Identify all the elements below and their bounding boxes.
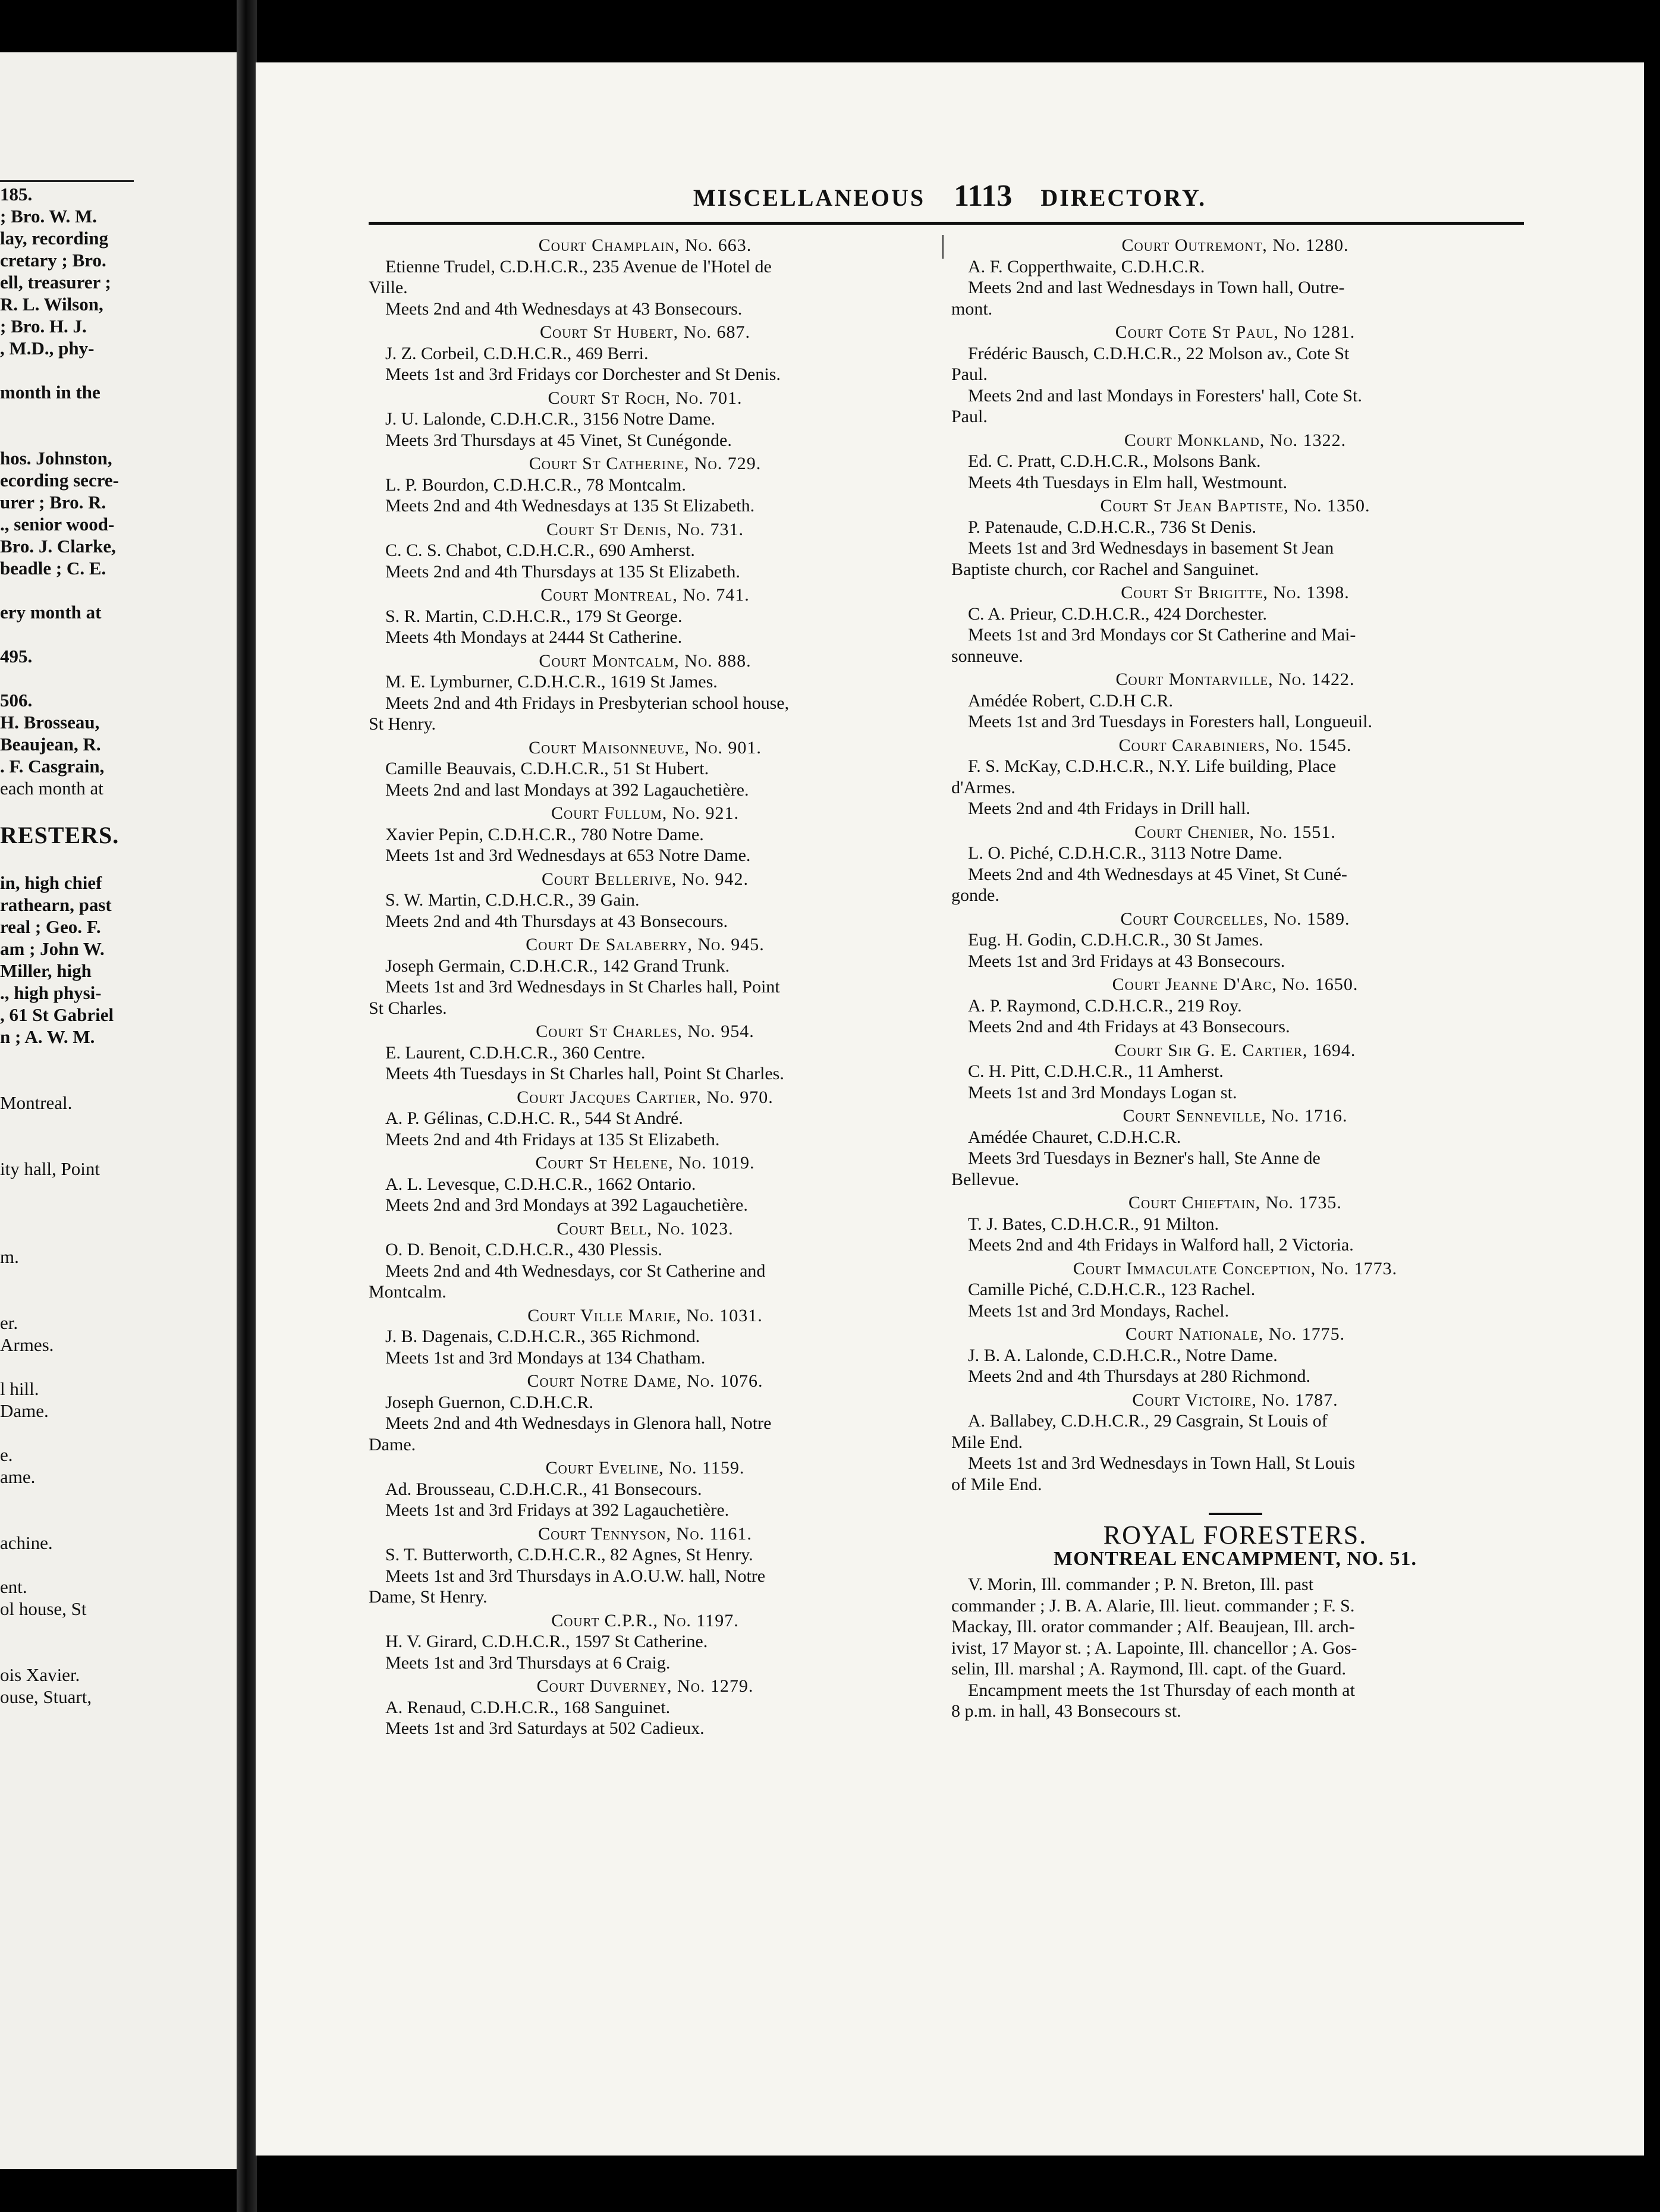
right-column-courts bbox=[951, 235, 1519, 1495]
chief-ranger: Ad. Brousseau, C.D.H.C.R., 41 Bonsecours. bbox=[385, 1479, 702, 1499]
left-fragment-line: H. Brosseau, bbox=[0, 712, 100, 733]
left-fragment-line: m. bbox=[0, 1246, 19, 1267]
left-fragment-line: 185. bbox=[0, 184, 33, 205]
court-entry bbox=[369, 1021, 922, 1085]
meeting-info: Meets 4th Mondays at 2444 St Catherine. bbox=[385, 627, 683, 647]
chief-ranger: Amédée Robert, C.D.H C.R. bbox=[968, 690, 1173, 711]
meeting-info: Meets 2nd and 3rd Mondays at 392 Lagauchetière. bbox=[385, 1195, 748, 1215]
court-entry bbox=[951, 1258, 1519, 1322]
meeting-info: Meets 2nd and 4th Thursdays at 135 St Elizabeth. bbox=[385, 561, 740, 582]
left-fragment-line: urer ; Bro. R. bbox=[0, 492, 106, 513]
encampment-text bbox=[951, 1574, 1519, 1722]
line-continuation: St Henry. bbox=[369, 714, 436, 734]
court-name: Court C.P.R., No. 1197. bbox=[551, 1610, 739, 1630]
encampment-line: V. Morin, Ill. commander ; P. N. Breton, Ill. past bbox=[968, 1575, 1314, 1594]
left-fragment-line bbox=[0, 850, 143, 872]
left-fragment-line: rathearn, past bbox=[0, 894, 112, 915]
directory-page bbox=[256, 62, 1644, 2156]
chief-ranger: Joseph Guernon, C.D.H.C.R. bbox=[385, 1392, 593, 1412]
court-name: Court Bellerive, No. 942. bbox=[541, 869, 749, 889]
chief-ranger: Camille Beauvais, C.D.H.C.R., 51 St Hubert. bbox=[385, 759, 709, 778]
left-fragment-line bbox=[0, 1642, 143, 1664]
line-continuation: Dame. bbox=[369, 1434, 416, 1454]
chief-ranger: A. F. Copperthwaite, C.D.H.C.R. bbox=[968, 256, 1205, 276]
court-name: Court Nationale, No. 1775. bbox=[1125, 1324, 1345, 1344]
court-entry bbox=[951, 1390, 1519, 1495]
chief-ranger: A. P. Gélinas, C.D.H.C. R., 544 St André. bbox=[385, 1108, 683, 1128]
left-fragment-line bbox=[0, 1422, 143, 1444]
section-divider bbox=[1209, 1513, 1262, 1515]
court-name: Court St Roch, No. 701. bbox=[548, 388, 743, 408]
court-entry bbox=[369, 1371, 922, 1455]
line-continuation: Mile End. bbox=[951, 1432, 1023, 1452]
column-divider bbox=[942, 235, 944, 259]
left-fragment-line: ois Xavier. bbox=[0, 1664, 80, 1685]
chief-ranger: P. Patenaude, C.D.H.C.R., 736 St Denis. bbox=[968, 517, 1257, 537]
encampment-line: 8 p.m. in hall, 43 Bonsecours st. bbox=[951, 1701, 1181, 1721]
left-fragment-line: real ; Geo. F. bbox=[0, 916, 101, 937]
left-fragment-line: ; Bro. H. J. bbox=[0, 316, 87, 337]
court-entry bbox=[369, 1610, 922, 1674]
court-name: Court Courcelles, No. 1589. bbox=[1120, 909, 1350, 929]
left-fragment-line bbox=[0, 1356, 143, 1378]
encampment-line: Encampment meets the 1st Thursday of each month at bbox=[968, 1680, 1355, 1700]
left-fragment-line: . F. Casgrain, bbox=[0, 756, 105, 777]
left-fragment-line: beadle ; C. E. bbox=[0, 558, 106, 579]
book-spine bbox=[237, 0, 257, 2212]
meeting-info: Meets 2nd and 4th Fridays in Presbyterian school house, bbox=[385, 693, 790, 713]
chief-ranger: C. C. S. Chabot, C.D.H.C.R., 690 Amherst. bbox=[385, 541, 695, 560]
chief-ranger: Frédéric Bausch, C.D.H.C.R., 22 Molson av., Cote St bbox=[968, 343, 1350, 363]
left-fragment-line: ol house, St bbox=[0, 1598, 87, 1619]
encampment-line: commander ; J. B. A. Alarie, Ill. lieut. commander ; F. S. bbox=[951, 1595, 1355, 1616]
court-entry bbox=[951, 909, 1519, 972]
chief-ranger: A. P. Raymond, C.D.H.C.R., 219 Roy. bbox=[968, 995, 1242, 1016]
chief-ranger: T. J. Bates, C.D.H.C.R., 91 Milton. bbox=[968, 1214, 1219, 1234]
page-number: 1113 bbox=[954, 179, 1013, 213]
line-continuation: Ville. bbox=[369, 278, 408, 297]
line-continuation: Paul. bbox=[951, 407, 988, 426]
court-name: Court Tennyson, No. 1161. bbox=[538, 1523, 752, 1544]
court-entry bbox=[369, 453, 922, 517]
court-entry bbox=[951, 235, 1519, 319]
left-column bbox=[369, 235, 922, 1742]
court-entry bbox=[369, 585, 922, 648]
line-continuation: Montcalm. bbox=[369, 1282, 447, 1302]
left-fragment-line: ecording secre- bbox=[0, 470, 119, 491]
meeting-info: Meets 1st and 3rd Saturdays at 502 Cadieux. bbox=[385, 1718, 705, 1738]
court-name: Court Montcalm, No. 888. bbox=[539, 651, 752, 671]
line-continuation: Baptiste church, cor Rachel and Sanguinet. bbox=[951, 559, 1259, 579]
royal-foresters-section bbox=[951, 1513, 1519, 1722]
left-fragment-line bbox=[0, 1136, 143, 1158]
left-fragment-line: Miller, high bbox=[0, 960, 92, 981]
court-entry bbox=[951, 1040, 1519, 1104]
meeting-info: Meets 2nd and 4th Thursdays at 43 Bonsecours. bbox=[385, 911, 728, 931]
meeting-info: Meets 2nd and 4th Fridays at 135 St Elizabeth. bbox=[385, 1129, 720, 1149]
meeting-info: Meets 1st and 3rd Wednesdays at 653 Notre Dame. bbox=[385, 846, 751, 865]
left-fragment-line: in, high chief bbox=[0, 872, 102, 893]
chief-ranger: J. B. Dagenais, C.D.H.C.R., 365 Richmond. bbox=[385, 1327, 700, 1346]
royal-foresters-title: ROYAL FORESTERS. bbox=[1103, 1520, 1367, 1550]
court-name: Court Maisonneuve, No. 901. bbox=[529, 737, 762, 758]
left-fragment-line bbox=[0, 579, 143, 601]
court-name: Court Cote St Paul, No 1281. bbox=[1115, 322, 1356, 342]
page-header bbox=[256, 178, 1644, 213]
left-fragment-line: ame. bbox=[0, 1466, 36, 1487]
meeting-info: Meets 1st and 3rd Mondays at 134 Chatham. bbox=[385, 1347, 706, 1368]
left-fragment-line: ; Bro. W. M. bbox=[0, 206, 98, 227]
chief-ranger: Etienne Trudel, C.D.H.C.R., 235 Avenue de l'Hotel de bbox=[385, 256, 772, 276]
left-fragment-line: ., high physi- bbox=[0, 982, 102, 1003]
left-fragment-line bbox=[0, 1510, 143, 1532]
chief-ranger: E. Laurent, C.D.H.C.R., 360 Centre. bbox=[385, 1042, 646, 1063]
line-continuation: Paul. bbox=[951, 365, 988, 384]
court-entry bbox=[951, 1324, 1519, 1387]
meeting-info: Meets 1st and 3rd Fridays at 43 Bonsecours. bbox=[968, 951, 1285, 971]
chief-ranger: M. E. Lymburner, C.D.H.C.R., 1619 St James. bbox=[385, 672, 718, 692]
court-entry bbox=[369, 235, 922, 319]
encampment-line: ivist, 17 Mayor st. ; A. Lapointe, Ill. chancellor ; A. Gos- bbox=[951, 1638, 1357, 1658]
court-name: Court De Salaberry, No. 945. bbox=[526, 935, 765, 954]
left-fragment-line bbox=[0, 1202, 143, 1224]
left-fragment-line bbox=[0, 623, 143, 645]
line-continuation: sonneuve. bbox=[951, 646, 1023, 666]
left-fragment-line: l hill. bbox=[0, 1378, 39, 1399]
meeting-info: Meets 2nd and 4th Thursdays at 280 Richmond. bbox=[968, 1366, 1311, 1386]
meeting-info: Meets 1st and 3rd Thursdays at 6 Craig. bbox=[385, 1652, 671, 1673]
left-fragment-line bbox=[0, 1180, 143, 1202]
chief-ranger: O. D. Benoit, C.D.H.C.R., 430 Plessis. bbox=[385, 1240, 662, 1259]
chief-ranger: L. O. Piché, C.D.H.C.R., 3113 Notre Dame. bbox=[968, 843, 1282, 863]
left-fragment-line: e. bbox=[0, 1444, 13, 1465]
left-fragment-line: lay, recording bbox=[0, 228, 108, 249]
header-rule bbox=[369, 222, 1524, 225]
chief-ranger: F. S. McKay, C.D.H.C.R., N.Y. Life building, Place bbox=[968, 756, 1337, 776]
court-name: Court Notre Dame, No. 1076. bbox=[527, 1371, 763, 1391]
line-continuation: Bellevue. bbox=[951, 1169, 1020, 1189]
left-fragment-line bbox=[0, 403, 143, 425]
chief-ranger: S. W. Martin, C.D.H.C.R., 39 Gain. bbox=[385, 890, 640, 910]
meeting-info: Meets 3rd Tuesdays in Bezner's hall, Ste Anne de bbox=[968, 1148, 1321, 1168]
meeting-info: Meets 2nd and last Mondays at 392 Lagauchetière. bbox=[385, 780, 749, 800]
left-fragment-line: , M.D., phy- bbox=[0, 338, 95, 359]
left-page-rule bbox=[0, 180, 134, 182]
left-fragment-line: ell, treasurer ; bbox=[0, 272, 111, 293]
court-name: Court St Helene, No. 1019. bbox=[535, 1153, 755, 1173]
meeting-info: Meets 2nd and 4th Fridays in Drill hall. bbox=[968, 799, 1250, 818]
left-fragment-line: R. L. Wilson, bbox=[0, 294, 103, 315]
line-continuation: gonde. bbox=[951, 885, 999, 905]
left-page-fragment bbox=[0, 52, 245, 2169]
left-fragment-line: 495. bbox=[0, 646, 33, 667]
left-fragment-line: ity hall, Point bbox=[0, 1158, 100, 1179]
court-name: Court Ville Marie, No. 1031. bbox=[527, 1305, 763, 1325]
court-entry bbox=[369, 803, 922, 866]
court-name: Court St Charles, No. 954. bbox=[536, 1022, 754, 1041]
court-entry bbox=[951, 974, 1519, 1038]
line-continuation: St Charles. bbox=[369, 998, 447, 1018]
meeting-info: Meets 2nd and last Wednesdays in Town hall, Outre- bbox=[968, 278, 1345, 297]
court-entry bbox=[369, 1457, 922, 1521]
court-entry bbox=[369, 737, 922, 801]
left-fragment-line: ouse, Stuart, bbox=[0, 1686, 92, 1707]
court-name: Court Monkland, No. 1322. bbox=[1124, 430, 1347, 450]
meeting-info: Meets 4th Tuesdays in Elm hall, Westmount. bbox=[968, 472, 1288, 492]
court-entry bbox=[369, 1087, 922, 1151]
left-fragment-line bbox=[0, 1554, 143, 1576]
court-name: Court Sir G. E. Cartier, 1694. bbox=[1114, 1040, 1356, 1060]
meeting-info: Meets 2nd and last Mondays in Foresters' hall, Cote St. bbox=[968, 385, 1362, 406]
chief-ranger: S. R. Martin, C.D.H.C.R., 179 St George. bbox=[385, 606, 683, 626]
meeting-info: Meets 2nd and 4th Wednesdays at 45 Vinet, St Cuné- bbox=[968, 864, 1347, 884]
court-name: Court Bell, No. 1023. bbox=[557, 1218, 734, 1239]
chief-ranger: Camille Piché, C.D.H.C.R., 123 Rachel. bbox=[968, 1280, 1256, 1299]
meeting-info: Meets 1st and 3rd Wednesdays in St Charles hall, Point bbox=[385, 977, 780, 997]
chief-ranger: A. Ballabey, C.D.H.C.R., 29 Casgrain, St Louis of bbox=[968, 1411, 1328, 1431]
court-name: Court Jacques Cartier, No. 970. bbox=[517, 1087, 774, 1107]
header-section-title: MISCELLANEOUS bbox=[693, 184, 926, 211]
court-entry bbox=[369, 388, 922, 451]
encampment-line: selin, Ill. marshal ; A. Raymond, Ill. capt. of the Guard. bbox=[951, 1659, 1347, 1679]
left-fragment-line: Armes. bbox=[0, 1334, 54, 1355]
left-page-text bbox=[0, 183, 143, 1708]
header-directory-title: DIRECTORY. bbox=[1040, 184, 1207, 211]
left-fragment-line: Beaujean, R. bbox=[0, 734, 101, 755]
left-fragment-line bbox=[0, 667, 143, 689]
left-fragment-line bbox=[0, 425, 143, 447]
chief-ranger: Eug. H. Godin, C.D.H.C.R., 30 St James. bbox=[968, 930, 1263, 950]
court-name: Court Fullum, No. 921. bbox=[551, 803, 740, 823]
chief-ranger: J. Z. Corbeil, C.D.H.C.R., 469 Berri. bbox=[385, 343, 649, 363]
left-fragment-line: n ; A. W. M. bbox=[0, 1026, 95, 1047]
left-fragment-line bbox=[0, 1224, 143, 1246]
chief-ranger: A. L. Levesque, C.D.H.C.R., 1662 Ontario. bbox=[385, 1174, 696, 1194]
left-fragment-line bbox=[0, 799, 143, 821]
court-name: Court Jeanne D'Arc, No. 1650. bbox=[1112, 975, 1359, 994]
court-entry bbox=[369, 322, 922, 385]
left-fragment-line: am ; John W. bbox=[0, 938, 105, 959]
meeting-info: Meets 2nd and 4th Wednesdays at 43 Bonsecours. bbox=[385, 299, 743, 319]
meeting-info: Meets 2nd and 4th Wednesdays, cor St Catherine and bbox=[385, 1261, 766, 1281]
court-entry bbox=[369, 869, 922, 932]
court-entry bbox=[951, 322, 1519, 428]
court-entry bbox=[369, 934, 922, 1019]
left-fragment-line: , 61 St Gabriel bbox=[0, 1004, 114, 1025]
meeting-info: Meets 1st and 3rd Tuesdays in Foresters hall, Longueuil. bbox=[968, 712, 1372, 731]
encampment-subtitle: MONTREAL ENCAMPMENT, NO. 51. bbox=[1053, 1547, 1417, 1570]
right-column bbox=[951, 235, 1519, 1722]
meeting-info: Meets 1st and 3rd Mondays Logan st. bbox=[968, 1082, 1237, 1102]
chief-ranger: J. U. Lalonde, C.D.H.C.R., 3156 Notre Dame. bbox=[385, 409, 715, 429]
left-fragment-line: RESTERS. bbox=[0, 822, 120, 849]
left-fragment-line: each month at bbox=[0, 778, 103, 799]
meeting-info: Meets 2nd and 4th Fridays in Walford hall, 2 Victoria. bbox=[968, 1235, 1354, 1255]
left-fragment-line: achine. bbox=[0, 1532, 53, 1553]
line-continuation: of Mile End. bbox=[951, 1474, 1042, 1494]
court-entry bbox=[951, 735, 1519, 819]
court-name: Court Immaculate Conception, No. 1773. bbox=[1073, 1258, 1398, 1278]
left-fragment-line bbox=[0, 1488, 143, 1510]
encampment-line: Mackay, Ill. orator commander ; Alf. Beaujean, Ill. arch- bbox=[951, 1617, 1355, 1636]
left-fragment-line: Bro. J. Clarke, bbox=[0, 536, 116, 557]
left-fragment-line: hos. Johnston, bbox=[0, 448, 112, 469]
left-fragment-line: 506. bbox=[0, 690, 33, 711]
court-entry bbox=[951, 1105, 1519, 1190]
left-fragment-line bbox=[0, 359, 143, 381]
meeting-info: Meets 2nd and 4th Wednesdays in Glenora hall, Notre bbox=[385, 1413, 772, 1433]
court-name: Court Montreal, No. 741. bbox=[540, 585, 750, 605]
court-name: Court St Hubert, No. 687. bbox=[540, 322, 750, 342]
court-name: Court Outremont, No. 1280. bbox=[1121, 235, 1349, 255]
court-entry bbox=[369, 1676, 922, 1739]
meeting-info: Meets 1st and 3rd Mondays cor St Catherine and Mai- bbox=[968, 625, 1356, 645]
line-continuation: d'Armes. bbox=[951, 777, 1016, 797]
court-name: Court Champlain, No. 663. bbox=[538, 235, 752, 255]
left-fragment-line bbox=[0, 1048, 143, 1070]
left-fragment-line bbox=[0, 1620, 143, 1642]
chief-ranger: A. Renaud, C.D.H.C.R., 168 Sanguinet. bbox=[385, 1697, 671, 1717]
chief-ranger: H. V. Girard, C.D.H.C.R., 1597 St Catherine. bbox=[385, 1632, 708, 1651]
left-fragment-line bbox=[0, 1114, 143, 1136]
line-continuation: mont. bbox=[951, 299, 993, 319]
court-name: Court Chenier, No. 1551. bbox=[1134, 822, 1336, 842]
meeting-info: Meets 1st and 3rd Fridays at 392 Lagauchetière. bbox=[385, 1500, 730, 1520]
meeting-info: Meets 3rd Thursdays at 45 Vinet, St Cunégonde. bbox=[385, 430, 732, 450]
chief-ranger: S. T. Butterworth, C.D.H.C.R., 82 Agnes, St Henry. bbox=[385, 1545, 753, 1564]
meeting-info: Meets 2nd and 4th Fridays at 43 Bonsecours. bbox=[968, 1017, 1290, 1036]
left-fragment-line: month in the bbox=[0, 382, 100, 403]
left-fragment-line: ent. bbox=[0, 1576, 27, 1597]
court-name: Court Senneville, No. 1716. bbox=[1123, 1106, 1348, 1126]
left-fragment-line bbox=[0, 1268, 143, 1290]
court-name: Court St Denis, No. 731. bbox=[546, 519, 744, 539]
court-entry bbox=[369, 1305, 922, 1369]
meeting-info: Meets 2nd and 4th Wednesdays at 135 St Elizabeth. bbox=[385, 496, 755, 516]
chief-ranger: Joseph Germain, C.D.H.C.R., 142 Grand Trunk. bbox=[385, 956, 730, 976]
left-fragment-line: ., senior wood- bbox=[0, 514, 115, 535]
court-name: Court Montarville, No. 1422. bbox=[1115, 670, 1355, 689]
meeting-info: Meets 1st and 3rd Mondays, Rachel. bbox=[968, 1300, 1230, 1321]
court-entry bbox=[369, 1152, 922, 1216]
chief-ranger: Xavier Pepin, C.D.H.C.R., 780 Notre Dame. bbox=[385, 824, 704, 844]
left-fragment-line: Dame. bbox=[0, 1400, 49, 1421]
left-fragment-line: ery month at bbox=[0, 602, 102, 623]
meeting-info: Meets 1st and 3rd Wednesdays in Town Hall, St Louis bbox=[968, 1453, 1355, 1473]
left-fragment-line: er. bbox=[0, 1312, 18, 1333]
left-fragment-line bbox=[0, 1070, 143, 1092]
court-name: Court Chieftain, No. 1735. bbox=[1128, 1193, 1342, 1212]
line-continuation: Dame, St Henry. bbox=[369, 1587, 488, 1607]
meeting-info: Meets 1st and 3rd Thursdays in A.O.U.W. hall, Notre bbox=[385, 1566, 766, 1586]
court-name: Court Eveline, No. 1159. bbox=[545, 1458, 745, 1478]
court-name: Court Carabiniers, No. 1545. bbox=[1118, 735, 1352, 755]
chief-ranger: L. P. Bourdon, C.D.H.C.R., 78 Montcalm. bbox=[385, 475, 686, 495]
court-entry bbox=[369, 1218, 922, 1303]
chief-ranger: Ed. C. Pratt, C.D.H.C.R., Molsons Bank. bbox=[968, 451, 1261, 471]
chief-ranger: J. B. A. Lalonde, C.D.H.C.R., Notre Dame. bbox=[968, 1345, 1278, 1365]
court-name: Court Victoire, No. 1787. bbox=[1132, 1390, 1338, 1410]
court-entry bbox=[951, 582, 1519, 667]
meeting-info: Meets 4th Tuesdays in St Charles hall, Point St Charles. bbox=[385, 1064, 784, 1083]
court-entry bbox=[951, 430, 1519, 494]
court-name: Court St Jean Baptiste, No. 1350. bbox=[1100, 496, 1370, 516]
court-entry bbox=[951, 669, 1519, 733]
court-entry bbox=[951, 495, 1519, 580]
court-entry bbox=[951, 1192, 1519, 1256]
meeting-info: Meets 1st and 3rd Wednesdays in basement St Jean bbox=[968, 538, 1334, 558]
chief-ranger: C. H. Pitt, C.D.H.C.R., 11 Amherst. bbox=[968, 1061, 1224, 1081]
left-fragment-line bbox=[0, 1290, 143, 1312]
court-entry bbox=[951, 822, 1519, 906]
chief-ranger: C. A. Prieur, C.D.H.C.R., 424 Dorchester. bbox=[968, 604, 1267, 624]
court-entry bbox=[369, 1523, 922, 1608]
court-name: Court St Catherine, No. 729. bbox=[529, 454, 762, 473]
left-fragment-line: cretary ; Bro. bbox=[0, 250, 106, 271]
meeting-info: Meets 1st and 3rd Fridays cor Dorchester and St Denis. bbox=[385, 365, 781, 384]
court-name: Court Duverney, No. 1279. bbox=[536, 1676, 754, 1696]
court-entry bbox=[369, 519, 922, 583]
court-entry bbox=[369, 651, 922, 735]
left-fragment-line: Montreal. bbox=[0, 1092, 73, 1113]
chief-ranger: Amédée Chauret, C.D.H.C.R. bbox=[968, 1127, 1181, 1147]
court-name: Court St Brigitte, No. 1398. bbox=[1121, 583, 1350, 602]
